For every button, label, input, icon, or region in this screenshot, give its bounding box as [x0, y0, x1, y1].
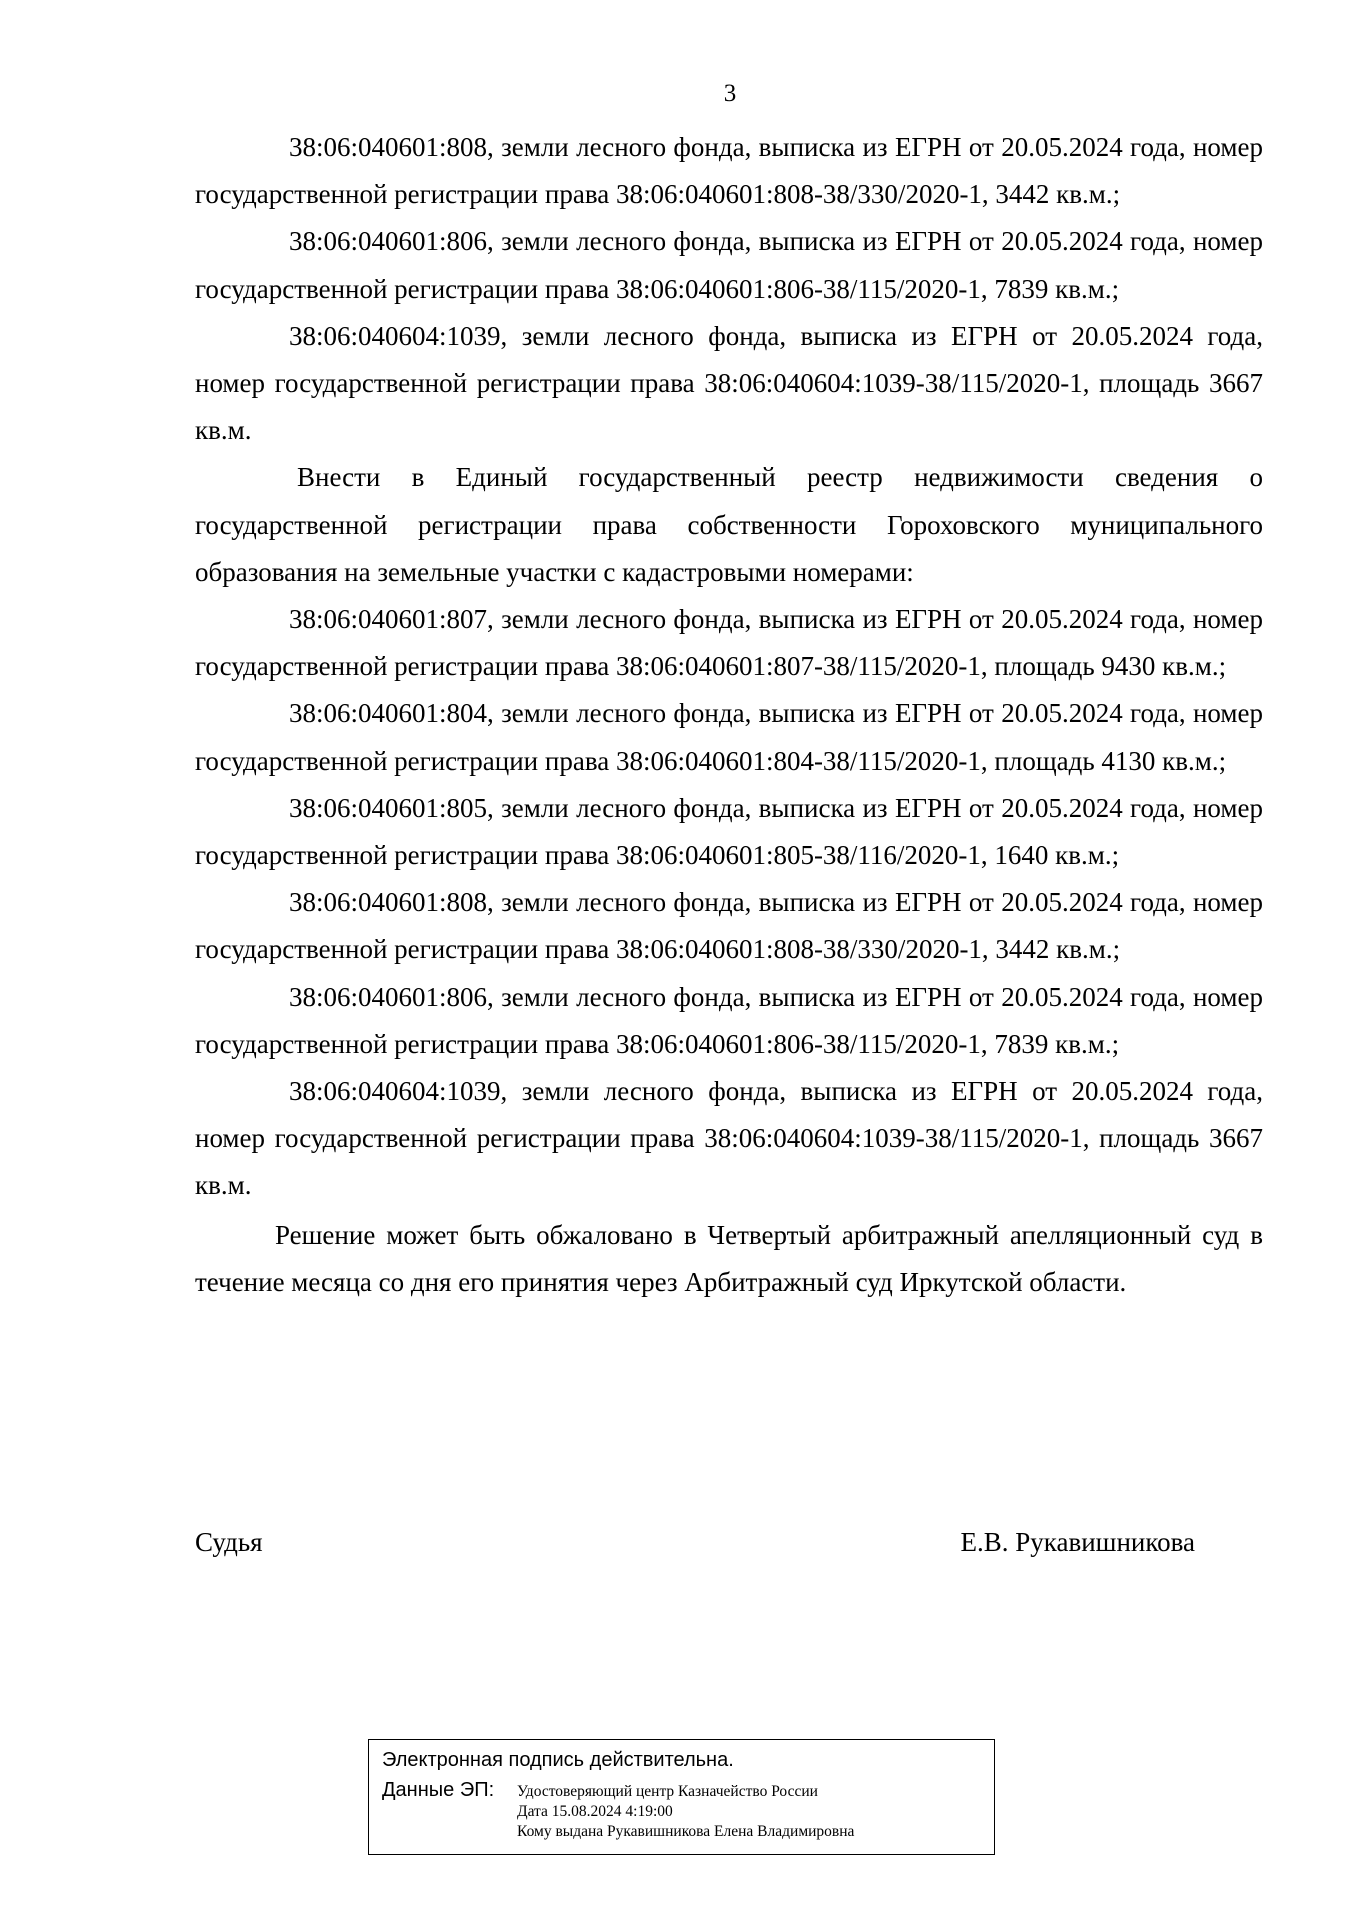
signature-issued-to: Кому выдана Рукавишникова Елена Владимировна [517, 1823, 855, 1840]
paragraph-plot-806-repeat: 38:06:040601:806, земли лесного фонда, выписка из ЕГРН от 20.05.2024 года, номер государственной регистрации права 38:06:040601:806-38/115/2020-1, 7839 кв.м.; [195, 981, 1263, 1059]
page-number: 3 [723, 80, 737, 107]
paragraph-plot-1039: 38:06:040604:1039, земли лесного фонда, выписка из ЕГРН от 20.05.2024 года, номер государственной регистрации права 38:06:040604:1039-38/115/2020-1, площадь 3667 кв.м. [195, 320, 1263, 446]
signature-date: Дата 15.08.2024 4:19:00 [517, 1803, 673, 1820]
electronic-signature-stamp [368, 1739, 995, 1855]
signature-details [517, 1782, 854, 1842]
paragraph-plot-808: 38:06:040601:808, земли лесного фонда, выписка из ЕГРН от 20.05.2024 года, номер государственной регистрации права 38:06:040601:808-38/330/2020-1, 3442 кв.м.; [195, 132, 1263, 210]
paragraph-plot-808-repeat: 38:06:040601:808, земли лесного фонда, выписка из ЕГРН от 20.05.2024 года, номер государственной регистрации права 38:06:040601:808-38/330/2020-1, 3442 кв.м.; [195, 887, 1263, 965]
paragraph-appeal-notice: Решение может быть обжаловано в Четвертый арбитражный апелляционный суд в течение месяца со дня его принятия через Арбитражный суд Иркутской области. [195, 1219, 1263, 1297]
judge-title: Судья [195, 1527, 263, 1557]
judge-name: Е.В. Рукавишникова [960, 1527, 1195, 1557]
paragraph-register-ownership: Внести в Единый государственный реестр недвижимости сведения о государственной регистрации права собственности Гороховского муниципального образования на земельные участки с кадастровыми номерами: [195, 462, 1263, 587]
signature-issuer: Удостоверяющий центр Казначейство России [517, 1783, 818, 1800]
document-body [195, 124, 1263, 1306]
paragraph-plot-1039-repeat: 38:06:040604:1039, земли лесного фонда, выписка из ЕГРН от 20.05.2024 года, номер государственной регистрации права 38:06:040604:1039-38/115/2020-1, площадь 3667 кв.м. [195, 1076, 1263, 1201]
paragraph-plot-806: 38:06:040601:806, земли лесного фонда, выписка из ЕГРН от 20.05.2024 года, номер государственной регистрации права 38:06:040601:806-38/115/2020-1, 7839 кв.м.; [195, 226, 1263, 304]
paragraph-plot-805: 38:06:040601:805, земли лесного фонда, выписка из ЕГРН от 20.05.2024 года, номер государственной регистрации права 38:06:040601:805-38/116/2020-1, 1640 кв.м.; [195, 792, 1263, 871]
signature-data-label: Данные ЭП: [382, 1779, 495, 1801]
paragraph-plot-807: 38:06:040601:807, земли лесного фонда, выписка из ЕГРН от 20.05.2024 года, номер государственной регистрации права 38:06:040601:807-38/115/2020-1, площадь 9430 кв.м.; [195, 604, 1263, 682]
paragraph-plot-804: 38:06:040601:804, земли лесного фонда, выписка из ЕГРН от 20.05.2024 года, номер государственной регистрации права 38:06:040601:804-38/115/2020-1, площадь 4130 кв.м.; [195, 698, 1263, 776]
signature-validity-text: Электронная подпись действительна. [382, 1749, 734, 1771]
